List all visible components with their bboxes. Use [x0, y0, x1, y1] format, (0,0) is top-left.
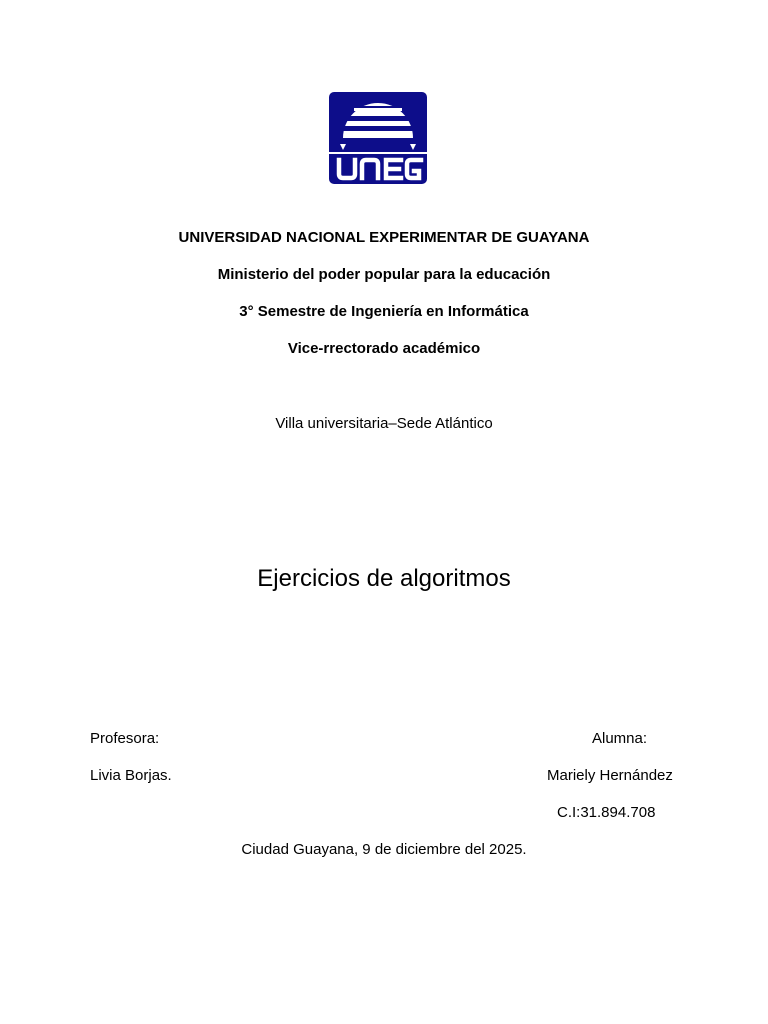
- semester-line: 3° Semestre de Ingeniería en Informática: [239, 303, 529, 320]
- document-title: Ejercicios de algoritmos: [257, 565, 511, 592]
- place-date: Ciudad Guayana, 9 de diciembre del 2025.: [241, 841, 527, 858]
- student-id: C.I:31.894.708: [557, 804, 656, 821]
- professor-label: Profesora:: [90, 730, 160, 747]
- student-name: Mariely Hernández: [547, 767, 673, 784]
- uneg-logo: [329, 92, 427, 184]
- professor-name: Livia Borjas.: [90, 767, 172, 784]
- uneg-logo-icon: [329, 92, 427, 184]
- logo-text: [427, 92, 428, 93]
- ministry-name: Ministerio del poder popular para la educación: [217, 266, 551, 283]
- campus-line: Villa universitaria–Sede Atlántico: [275, 415, 493, 432]
- vice-rectorate-line: Vice-rrectorado académico: [287, 340, 481, 357]
- student-label: Alumna:: [592, 730, 648, 747]
- university-name: UNIVERSIDAD NACIONAL EXPERIMENTAR DE GUAYANA: [178, 229, 590, 246]
